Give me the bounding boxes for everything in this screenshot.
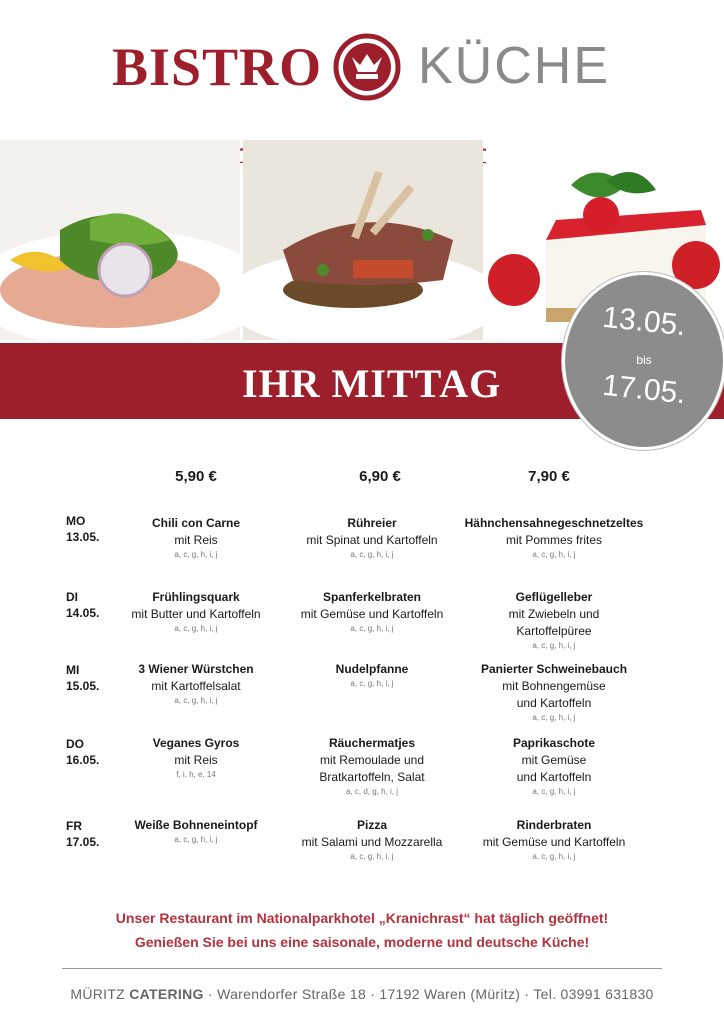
menu-item (96, 661, 296, 707)
menu-item (454, 589, 654, 652)
allergens: a, c, g, h, i, j (350, 624, 394, 633)
dish-name: Pizza (356, 818, 387, 832)
dish-description-2: Kartoffelpüree (516, 624, 592, 638)
price-column-3: 7,90 € (528, 468, 570, 485)
date-separator: bis (636, 353, 652, 367)
day-date: 14.05. (66, 606, 100, 620)
dish-description-2: und Kartoffeln (516, 770, 592, 784)
day-label (66, 513, 99, 545)
dish-description: mit Gemüse und Kartoffeln (300, 607, 444, 621)
dish-name: Veganes Gyros (152, 736, 240, 750)
menu-item (272, 661, 472, 690)
dish-description: mit Butter und Kartoffeln (131, 607, 261, 621)
dish-description-2: Bratkartoffeln, Salat (319, 770, 425, 784)
dish-description: mit Reis (174, 533, 218, 547)
menu-item (272, 589, 472, 635)
dish-name: Chili con Carne (151, 516, 240, 530)
day-name: DI (66, 590, 78, 604)
footer-message (0, 906, 724, 954)
dish-name: Panierter Schweinebauch (480, 662, 628, 676)
dish-name: Räuchermatjes (328, 736, 416, 750)
day-name: MO (66, 514, 86, 528)
date-range-badge (562, 272, 724, 450)
footer-line-1: Unser Restaurant im Nationalparkhotel „Kranichrast“ hat täglich geöffnet! (115, 910, 609, 926)
allergens: a, c, g, h, i, j (174, 550, 218, 559)
allergens: a, c, g, h, i, j (350, 852, 394, 861)
dish-name: Frühlingsquark (152, 590, 240, 604)
price-column-2: 6,90 € (359, 468, 401, 485)
dish-description: mit Zwiebeln und (508, 607, 600, 621)
dish-name: Weiße Bohneneintopf (134, 818, 258, 832)
dish-name: Rühreier (347, 516, 397, 530)
dish-name: Hähnchensahnegeschnetzeltes (464, 516, 644, 530)
allergens: a, c, g, h, i, j (532, 550, 576, 559)
menu-item (454, 817, 654, 863)
day-date: 17.05. (66, 835, 100, 849)
divider (62, 968, 662, 969)
address-text: · Warendorfer Straße 18 · 17192 Waren (Müritz) · Tel. 03991 631830 (203, 986, 654, 1002)
menu-item (454, 515, 654, 561)
dish-name: 3 Wiener Würstchen (138, 662, 254, 676)
company-name-light: MÜRITZ (70, 986, 126, 1002)
allergens: a, c, g, h, i, j (350, 550, 394, 559)
day-date: 15.05. (66, 679, 100, 693)
allergens: a, c, g, h, i, j (174, 696, 218, 705)
menu-item (96, 515, 296, 561)
menu-item (96, 735, 296, 781)
dish-description: mit Remoulade und (319, 753, 425, 767)
day-label (66, 736, 99, 768)
allergens: a, c, g, h, i, j (174, 624, 218, 633)
allergens: a, c, g, h, i, j (532, 852, 576, 861)
day-date: 13.05. (66, 530, 100, 544)
dish-description-2: und Kartoffeln (516, 696, 592, 710)
menu-item (272, 515, 472, 561)
dish-name: Spanferkelbraten (322, 590, 422, 604)
brand-logo (0, 28, 724, 108)
allergens: a, c, g, h, i, j (532, 641, 576, 650)
crown-logo-icon (332, 32, 402, 102)
menu-item (272, 735, 472, 798)
day-name: MI (66, 663, 80, 677)
allergens: a, c, d, g, h, i, j (345, 787, 399, 796)
dish-description: mit Gemüse (521, 753, 587, 767)
photo-salad-carpaccio (0, 140, 240, 340)
dish-description: mit Salami und Mozzarella (301, 835, 443, 849)
date-from: 13.05. (600, 300, 688, 343)
day-label (66, 662, 99, 694)
brand-name-bistro: BISTRO (112, 37, 323, 97)
dish-description: mit Gemüse und Kartoffeln (482, 835, 626, 849)
dish-description: mit Spinat und Kartoffeln (306, 533, 438, 547)
menu-item (96, 817, 296, 846)
allergens: a, c, g, h, i, j (532, 787, 576, 796)
brand-name-kueche: KÜCHE (418, 37, 611, 95)
price-column-1: 5,90 € (175, 468, 217, 485)
menu-item (454, 735, 654, 798)
allergens: f, i, h, e, 14 (176, 770, 216, 779)
company-name-bold: CATERING (129, 986, 204, 1002)
dish-description: mit Bohnengemüse (502, 679, 606, 693)
dish-name: Rinderbraten (516, 818, 592, 832)
dish-name: Nudelpfanne (335, 662, 409, 676)
date-to: 17.05. (600, 368, 688, 411)
menu-item (454, 661, 654, 724)
day-label (66, 818, 99, 850)
company-address (0, 986, 724, 1002)
day-name: DO (66, 737, 84, 751)
menu-item (272, 817, 472, 863)
menu-item (96, 589, 296, 635)
dish-description: mit Reis (174, 753, 218, 767)
allergens: a, c, g, h, i, j (174, 835, 218, 844)
dish-description: mit Kartoffelsalat (151, 679, 241, 693)
day-name: FR (66, 819, 82, 833)
dish-name: Geflügelleber (515, 590, 593, 604)
day-date: 16.05. (66, 753, 100, 767)
dish-description: mit Pommes frites (505, 533, 602, 547)
photo-lamb-rack (243, 140, 483, 340)
page-title: IHR MITTAG (242, 361, 502, 406)
allergens: a, c, g, h, i, j (350, 679, 394, 688)
allergens: a, c, g, h, i, j (532, 713, 576, 722)
footer-line-2: Genießen Sie bei uns eine saisonale, moderne und deutsche Küche! (134, 934, 590, 950)
dish-name: Paprikaschote (512, 736, 596, 750)
day-label (66, 589, 99, 621)
